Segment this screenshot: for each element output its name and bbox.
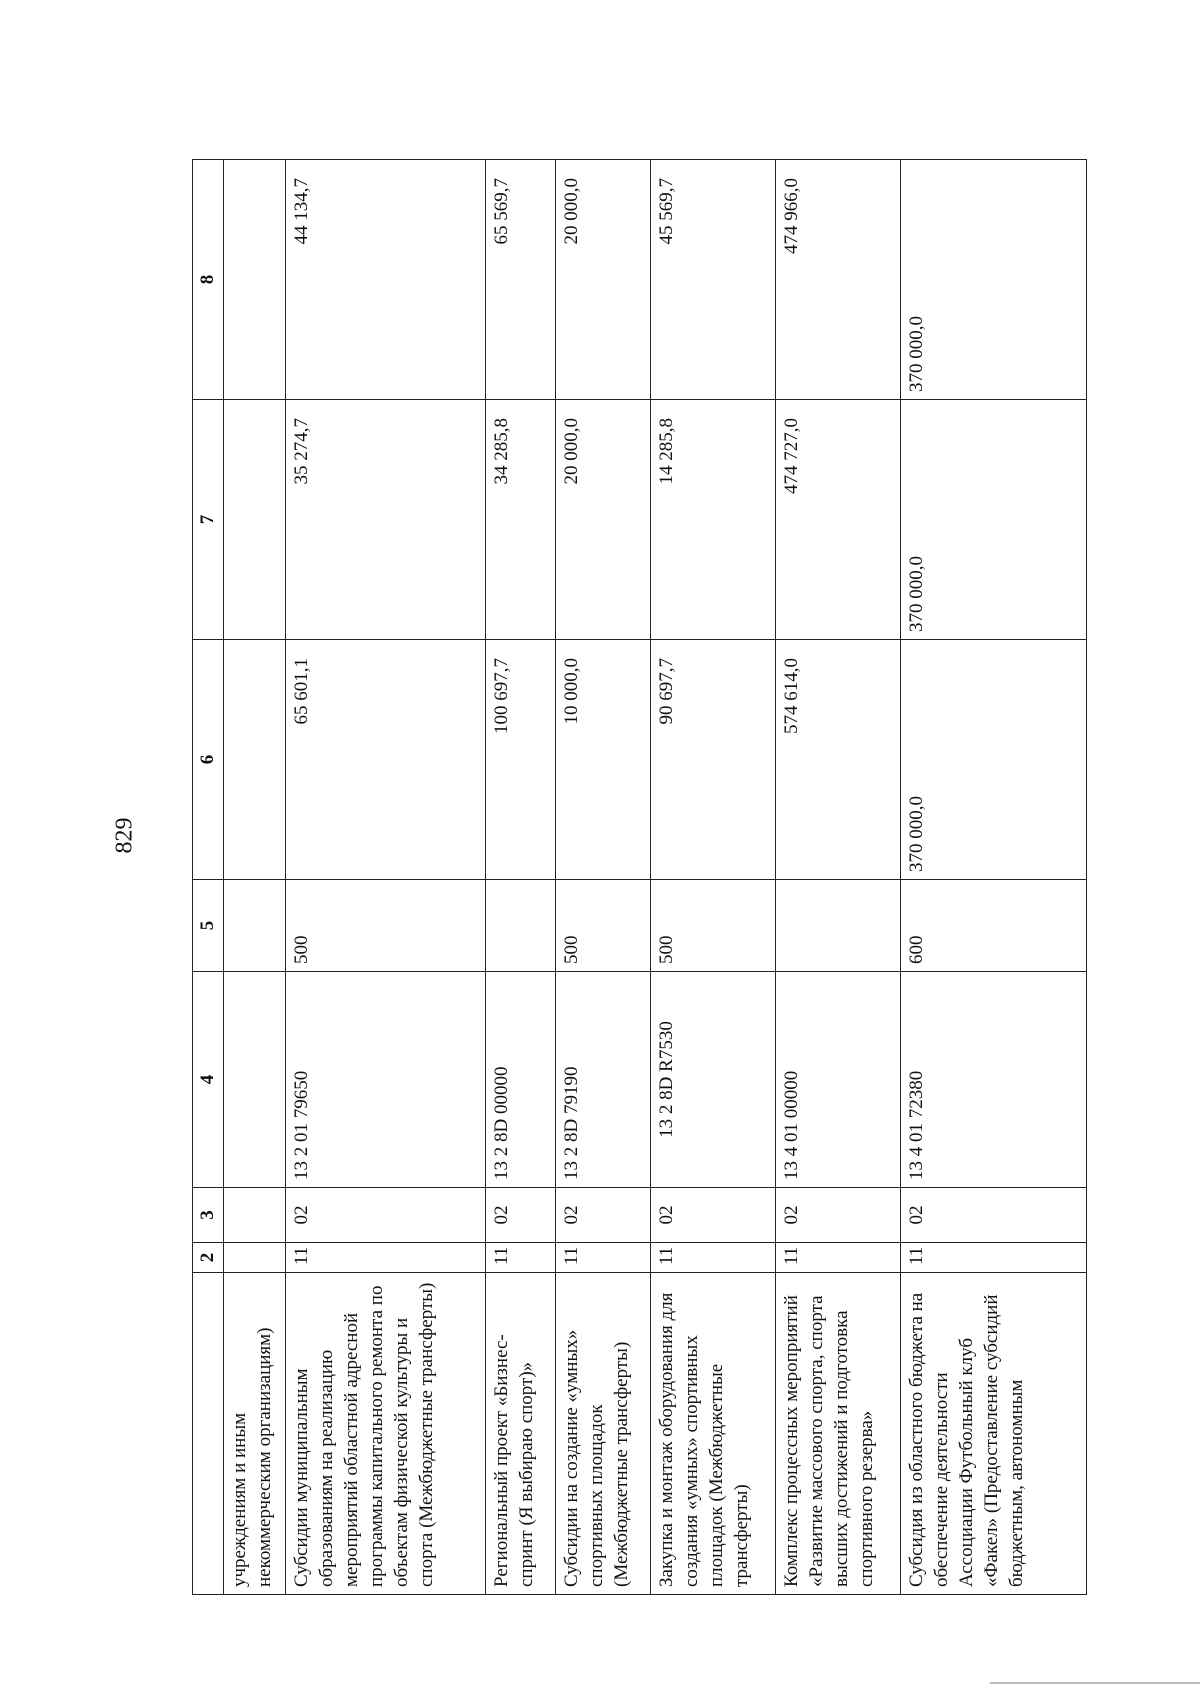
row-target-code: 13 4 01 00000: [776, 972, 901, 1188]
table-row: [901, 160, 1087, 1595]
row-section: 11: [776, 1243, 901, 1273]
header-col-4: 4: [193, 972, 224, 1188]
row-value-7: 20 000,0: [556, 400, 651, 640]
row-section: 11: [901, 1243, 1087, 1273]
row-value-7: 34 285,8: [486, 400, 556, 640]
row-value-8: 20 000,0: [556, 160, 651, 400]
row-description: учреждениям и иным некоммерческим организациям): [224, 1273, 286, 1595]
row-value-6: 100 697,7: [486, 640, 556, 880]
row-description: Региональный проект «Бизнес-спринт (Я выбираю спорт)»: [486, 1273, 556, 1595]
row-target-code: 13 2 01 79650: [286, 972, 486, 1188]
header-col-5: 5: [193, 880, 224, 972]
row-section: 11: [651, 1243, 776, 1273]
row-subsection: 02: [486, 1188, 556, 1243]
row-section: 11: [286, 1243, 486, 1273]
header-row: [193, 160, 224, 1595]
row-subsection: 02: [776, 1188, 901, 1243]
table-row: [486, 160, 556, 1595]
row-section: 11: [556, 1243, 651, 1273]
row-section: [224, 1243, 286, 1273]
row-value-8: 45 569,7: [651, 160, 776, 400]
row-subsection: 02: [901, 1188, 1087, 1243]
row-value-6: 574 614,0: [776, 640, 901, 880]
row-subsection: [224, 1188, 286, 1243]
row-value-7: 474 727,0: [776, 400, 901, 640]
row-expense-type: [486, 880, 556, 972]
row-value-8: 44 134,7: [286, 160, 486, 400]
row-target-code: 13 4 01 72380: [901, 972, 1087, 1188]
page-edge-divider: [990, 1682, 1200, 1684]
row-expense-type: [224, 880, 286, 972]
table-row: [776, 160, 901, 1595]
row-description: Субсидии на создание «умных» спортивных площадок (Межбюджетные трансферты): [556, 1273, 651, 1595]
row-expense-type: 600: [901, 880, 1087, 972]
row-value-7: 14 285,8: [651, 400, 776, 640]
row-subsection: 02: [286, 1188, 486, 1243]
row-description: Закупка и монтаж оборудования для создания «умных» спортивных площадок (Межбюджетные трансферты): [651, 1273, 776, 1595]
header-col-6: 6: [193, 640, 224, 880]
row-value-6: 90 697,7: [651, 640, 776, 880]
budget-table: [192, 159, 1087, 1595]
row-expense-type: 500: [556, 880, 651, 972]
table-row: [651, 160, 776, 1595]
table-row: [286, 160, 486, 1595]
row-subsection: 02: [556, 1188, 651, 1243]
header-col-8: 8: [193, 160, 224, 400]
row-description: Субсидии муниципальным образованиям на реализацию мероприятий областной адресной программы капитального ремонта по объектам физической культуры и спорта (Межбюджетные трансферты): [286, 1273, 486, 1595]
row-expense-type: 500: [651, 880, 776, 972]
row-target-code: 13 2 8D 79190: [556, 972, 651, 1188]
header-col-7: 7: [193, 400, 224, 640]
header-col-3: 3: [193, 1188, 224, 1243]
header-col-2: 2: [193, 1243, 224, 1273]
row-section: 11: [486, 1243, 556, 1273]
row-value-8: 65 569,7: [486, 160, 556, 400]
row-value-6: 65 601,1: [286, 640, 486, 880]
row-value-7: 35 274,7: [286, 400, 486, 640]
row-value-6: 370 000,0: [901, 640, 1087, 880]
row-target-code: 13 2 8D R7530: [651, 972, 776, 1188]
row-value-8: 474 966,0: [776, 160, 901, 400]
page-number: 829: [111, 817, 138, 854]
header-col-1: [193, 1273, 224, 1595]
row-value-6: 10 000,0: [556, 640, 651, 880]
table-row: [224, 160, 286, 1595]
row-value-6: [224, 640, 286, 880]
row-expense-type: 500: [286, 880, 486, 972]
row-description: Субсидия из областного бюджета на обеспечение деятельности Ассоциации Футбольный клуб «Факел» (Предоставление субсидий бюджетным, автономным: [901, 1273, 1087, 1595]
row-value-7: [224, 400, 286, 640]
row-target-code: [224, 972, 286, 1188]
row-expense-type: [776, 880, 901, 972]
rotated-table-wrapper: [192, 160, 1087, 1595]
row-description: Комплекс процессных мероприятий «Развитие массового спорта, спорта высших достижений и подготовка спортивного резерва»: [776, 1273, 901, 1595]
table-row: [556, 160, 651, 1595]
row-subsection: 02: [651, 1188, 776, 1243]
row-value-8: 370 000,0: [901, 160, 1087, 400]
row-value-8: [224, 160, 286, 400]
row-value-7: 370 000,0: [901, 400, 1087, 640]
row-target-code: 13 2 8D 00000: [486, 972, 556, 1188]
